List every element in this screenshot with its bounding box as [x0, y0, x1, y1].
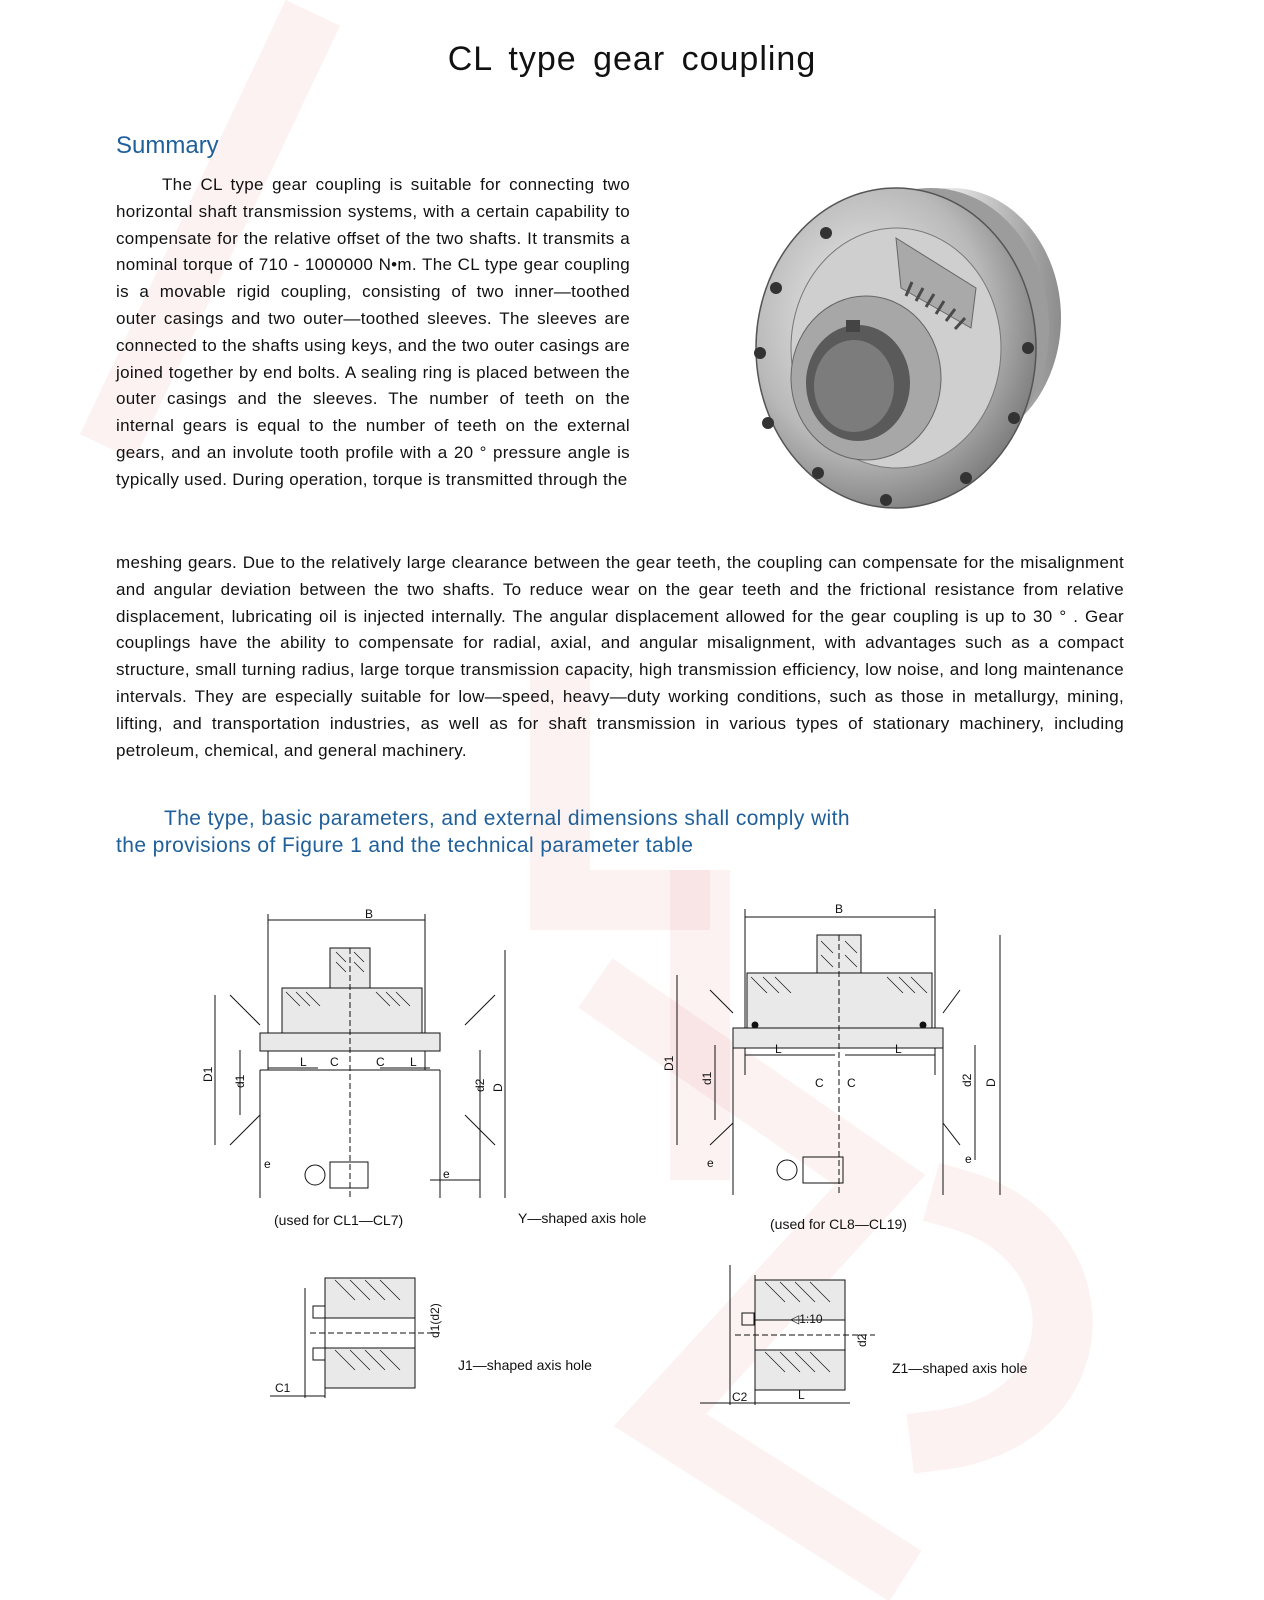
dim-c1-label: C1 — [275, 1381, 291, 1395]
dim-l-right-label: L — [410, 1055, 417, 1069]
dim-l-right-label-right: L — [895, 1042, 902, 1056]
dim-e-left-label-right: e — [707, 1156, 714, 1170]
dim-d-label: D — [491, 1083, 505, 1092]
dim-d-label-right: D — [984, 1078, 998, 1087]
dim-c-left-label: C — [330, 1055, 339, 1069]
dim-d2-label: d2 — [473, 1078, 487, 1092]
drawing-cl1-cl7 — [190, 900, 520, 1210]
label-j1-shaped-axis-hole: J1—shaped axis hole — [458, 1357, 592, 1373]
dim-c-left-label-right: C — [815, 1076, 824, 1090]
taper-ratio-label: ◁1:10 — [790, 1312, 823, 1326]
dim-d1-label: d1 — [233, 1074, 247, 1088]
drawing-cl8-cl19 — [655, 895, 1020, 1205]
summary-paragraph-top: The CL type gear coupling is suitable for connecting two horizontal shaft transmission systems, with a certain capability to compensate for the relative offset of the two shafts. It transmits a nominal torque of 710 - 1000000 N•m. The CL type gear coupling is a movable rigid coupling, consisting of two inner—toothed outer casings and two outer—toothed sleeves. The sleeves are connected to the shafts using keys, and the two outer casings are joined together by end bolts. A sealing ring is placed between the outer casings and the sleeves. The number of teeth on the internal gears is equal to the number of teeth on the external gears, and an involute tooth profile with a 20 ° pressure angle is typically used. During operation, torque is transmitted through the — [116, 175, 630, 489]
dim-b-label: B — [365, 907, 374, 921]
caption-cl1-cl7: (used for CL1—CL7) — [274, 1212, 404, 1228]
label-z1-shaped-axis-hole: Z1—shaped axis hole — [892, 1360, 1028, 1376]
dim-c-right-label-right: C — [847, 1076, 856, 1090]
dim-l-left-label: L — [300, 1055, 307, 1069]
dim-d1-label-right: d1 — [700, 1071, 714, 1085]
dim-l-label-z1: L — [798, 1388, 805, 1402]
dim-e-right-label-right: e — [965, 1152, 972, 1166]
dim-d2-label-z1: d2 — [855, 1333, 869, 1347]
dim-c2-label: C2 — [732, 1390, 748, 1404]
compliance-heading: The type, basic parameters, and external dimensions shall comply with the provisions of Figure 1 and the technical parameter table — [116, 807, 850, 857]
dim-b-label-right: B — [835, 902, 844, 916]
summary-heading: Summary — [116, 132, 219, 159]
dim-l-left-label-right: L — [775, 1042, 782, 1056]
dim-e-right-label: e — [443, 1167, 450, 1181]
dim-d1-upper-label-right: D1 — [662, 1055, 676, 1071]
dim-d1-d2-label: d1(d2) — [428, 1303, 442, 1338]
summary-paragraph-bottom: meshing gears. Due to the relatively large clearance between the gear teeth, the coupling can compensate for the misalignment and angular deviation between the two shafts. To reduce wear on the gear teeth and the frictional resistance from relative displacement, lubricating oil is injected internally. The angular displacement allowed for the gear coupling is up to 30 ° . Gear couplings have the ability to compensate for radial, axial, and angular misalignment, with advantages such as a compact structure, small turning radius, large torque transmission capacity, high transmission efficiency, low noise, and long maintenance intervals. They are especially suitable for low—speed, heavy—duty working conditions, such as those in metallurgy, mining, lifting, and transportation industries, as well as for shaft transmission in various types of stationary machinery, including petroleum, chemical, and general machinery. — [116, 553, 1124, 760]
page-title: CL type gear coupling — [447, 40, 817, 78]
drawing-z1-shaped-hole — [690, 1255, 890, 1415]
coupling-photo — [736, 178, 1066, 518]
label-y-shaped-axis-hole: Y—shaped axis hole — [518, 1210, 647, 1226]
dim-d2-label-right: d2 — [960, 1073, 974, 1087]
dim-e-left-label: e — [264, 1157, 271, 1171]
dim-d1-upper-label: D1 — [201, 1066, 215, 1082]
caption-cl8-cl19: (used for CL8—CL19) — [770, 1216, 907, 1232]
dim-c-right-label: C — [376, 1055, 385, 1069]
drawing-j1-shaped-hole — [265, 1248, 455, 1408]
